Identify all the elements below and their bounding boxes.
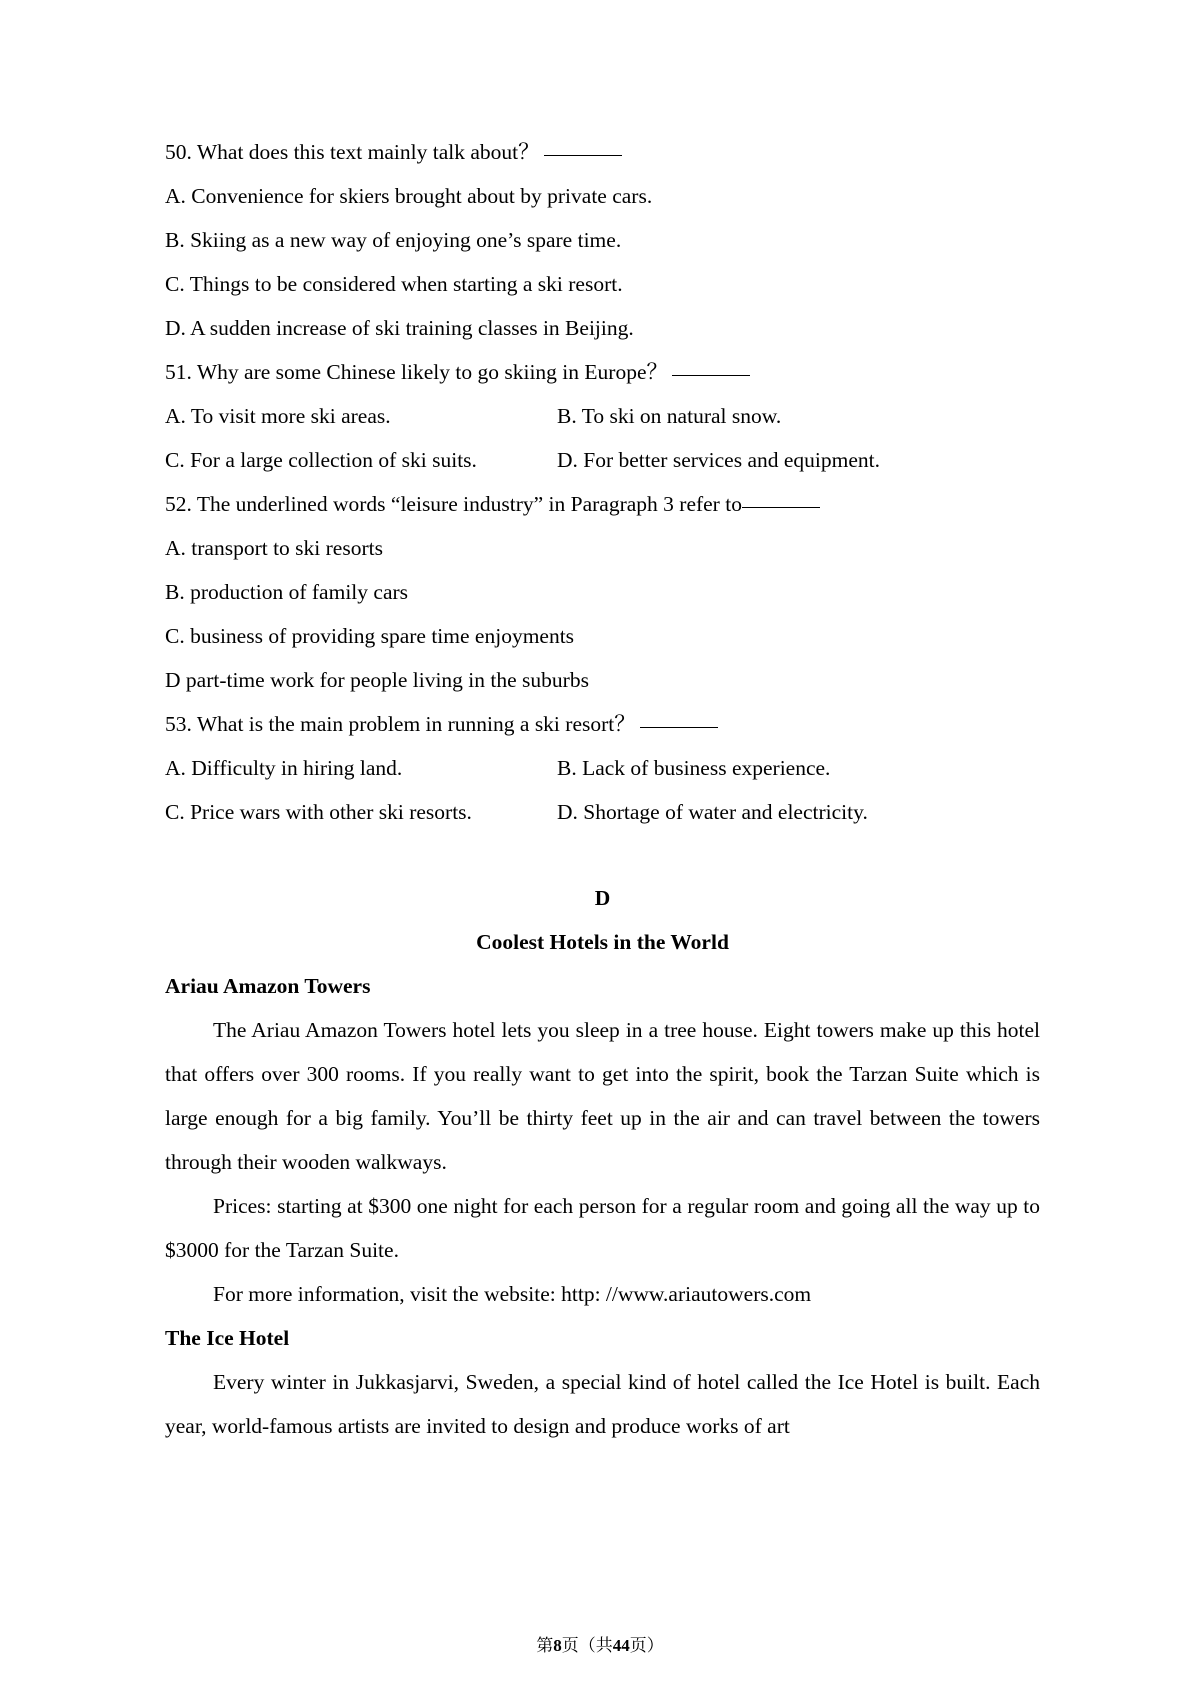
option-52-c: C. business of providing spare time enjoyments <box>165 624 575 648</box>
passage-title: Coolest Hotels in the World <box>476 930 729 954</box>
option-51-b: B. To ski on natural snow. <box>557 404 782 428</box>
passage-heading-ariau: Ariau Amazon Towers <box>165 974 371 998</box>
option-53-b: B. Lack of business experience. <box>557 756 831 780</box>
footer-total-pages: 44 <box>612 1636 630 1655</box>
question-stem-text: 52. The underlined words “leisure industry” in Paragraph 3 refer to <box>165 492 742 516</box>
passage-paragraph-ice-1: Every winter in Jukkasjarvi, Sweden, a special kind of hotel called the Ice Hotel is built. Each year, world-famous artists are invited to design and produce works of art <box>165 1370 1040 1438</box>
question-stem-text: 51. Why are some Chinese likely to go skiing in Europe？ <box>165 360 668 384</box>
option-53-d: D. Shortage of water and electricity. <box>557 800 868 824</box>
option-50-c: C. Things to be considered when starting a ski resort. <box>165 272 623 296</box>
option-52-a: A. transport to ski resorts <box>165 536 383 560</box>
option-row-51-ab <box>165 394 1040 438</box>
question-stem-50 <box>165 130 1040 174</box>
option-row-53-ab <box>165 746 1040 790</box>
section-letter: D <box>594 886 611 910</box>
option-50-d: D. A sudden increase of ski training classes in Beijing. <box>165 316 634 340</box>
option-52-d: D part-time work for people living in the suburbs <box>165 668 589 692</box>
option-row-53-cd <box>165 790 1040 834</box>
passage-heading-ice-hotel: The Ice Hotel <box>165 1326 290 1350</box>
passage-paragraph-ariau-1: The Ariau Amazon Towers hotel lets you sleep in a tree house. Eight towers make up this hotel that offers over 300 rooms. If you really want to get into the spirit, book the Tarzan Suite which is large enough for a big family. You’ll be thirty feet up in the air and can travel between the towers through their wooden walkways. <box>165 1018 1040 1174</box>
passage-paragraph-ariau-prices: Prices: starting at $300 one night for each person for a regular room and going all the way up to $3000 for the Tarzan Suite. <box>165 1194 1040 1262</box>
footer-suffix: 页） <box>629 1636 664 1655</box>
option-row-51-cd <box>165 438 1040 482</box>
question-stem-51 <box>165 350 1040 394</box>
answer-blank <box>544 155 622 156</box>
option-52-b: B. production of family cars <box>165 580 409 604</box>
answer-blank <box>742 507 820 508</box>
question-stem-text: 53. What is the main problem in running a ski resort？ <box>165 712 636 736</box>
section-spacer <box>165 834 1040 876</box>
answer-blank <box>640 727 718 728</box>
footer-middle: 页（共 <box>561 1636 613 1655</box>
option-53-c: C. Price wars with other ski resorts. <box>165 800 472 824</box>
option-50-b: B. Skiing as a new way of enjoying one’s spare time. <box>165 228 622 252</box>
option-51-d: D. For better services and equipment. <box>557 448 881 472</box>
question-stem-53 <box>165 702 1040 746</box>
footer-prefix: 第 <box>536 1636 554 1655</box>
footer-page-number: 8 <box>553 1636 562 1655</box>
option-51-a: A. To visit more ski areas. <box>165 404 391 428</box>
option-53-a: A. Difficulty in hiring land. <box>165 756 403 780</box>
option-50-a: A. Convenience for skiers brought about by private cars. <box>165 184 653 208</box>
question-stem-text: 50. What does this text mainly talk about？ <box>165 140 540 164</box>
page-footer <box>0 1631 1200 1656</box>
passage-paragraph-ariau-website: For more information, visit the website: http: //www.ariautowers.com <box>213 1282 812 1306</box>
option-51-c: C. For a large collection of ski suits. <box>165 448 477 472</box>
question-stem-52 <box>165 482 1040 526</box>
answer-blank <box>672 375 750 376</box>
